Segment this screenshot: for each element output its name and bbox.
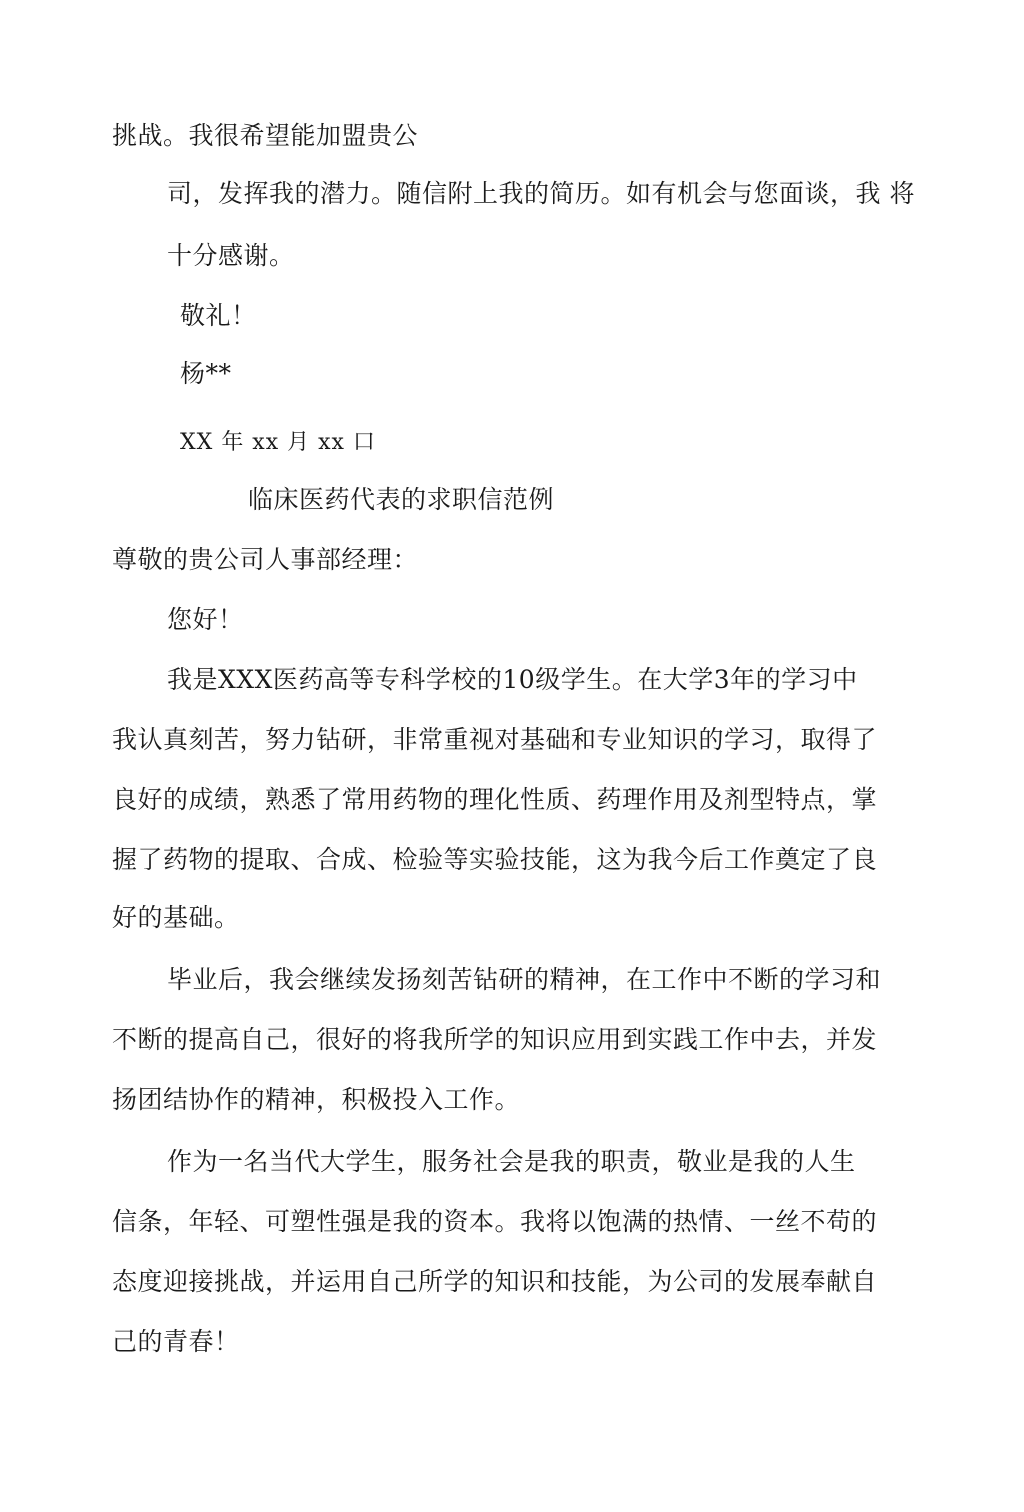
salutation: 尊敬的贵公司人事部经理：	[112, 545, 419, 574]
paragraph-3-line-4: 己的青春！	[112, 1327, 240, 1356]
greeting: 您好！	[167, 605, 244, 634]
prev-letter-line-2: 司，发挥我的潜力。随信附上我的简历。如有机会与您面谈，我 将	[167, 179, 915, 208]
paragraph-3-line-2: 信条，年轻、可塑性强是我的资本。我将以饱满的热情、一丝不苟的	[112, 1207, 878, 1236]
closing-salute: 敬礼！	[180, 301, 257, 330]
paragraph-2-line-1: 毕业后，我会继续发扬刻苦钻研的精神，在工作中不断的学习和	[167, 965, 882, 994]
paragraph-2-line-3: 扬团结协作的精神，积极投入工作。	[112, 1085, 521, 1114]
paragraph-3-line-1: 作为一名当代大学生，服务社会是我的职责，敬业是我的人生	[167, 1147, 856, 1176]
paragraph-1-line-1: 我是XXX医药高等专科学校的10级学生。在大学3年的学习中	[167, 665, 858, 694]
date-line: XX 年 xx 月 xx 口	[180, 430, 376, 455]
paragraph-1-line-2: 我认真刻苦，努力钻研，非常重视对基础和专业知识的学习，取得了	[112, 725, 878, 754]
prev-letter-line-3: 十分感谢。	[167, 241, 295, 270]
letter-title: 临床医药代表的求职信范例	[248, 485, 555, 514]
paragraph-1-line-4: 握了药物的提取、合成、检验等实验技能，这为我今后工作奠定了良	[112, 845, 878, 874]
signature: 杨**	[180, 359, 232, 388]
paragraph-2-line-2: 不断的提高自己，很好的将我所学的知识应用到实践工作中去，并发	[112, 1025, 878, 1054]
prev-letter-line-1: 挑战。我很希望能加盟贵公	[112, 121, 419, 150]
paragraph-3-line-3: 态度迎接挑战，并运用自己所学的知识和技能，为公司的发展奉献自	[112, 1267, 878, 1296]
paragraph-1-line-5: 好的基础。	[112, 903, 240, 932]
paragraph-1-line-3: 良好的成绩，熟悉了常用药物的理化性质、药理作用及剂型特点，掌	[112, 785, 878, 814]
